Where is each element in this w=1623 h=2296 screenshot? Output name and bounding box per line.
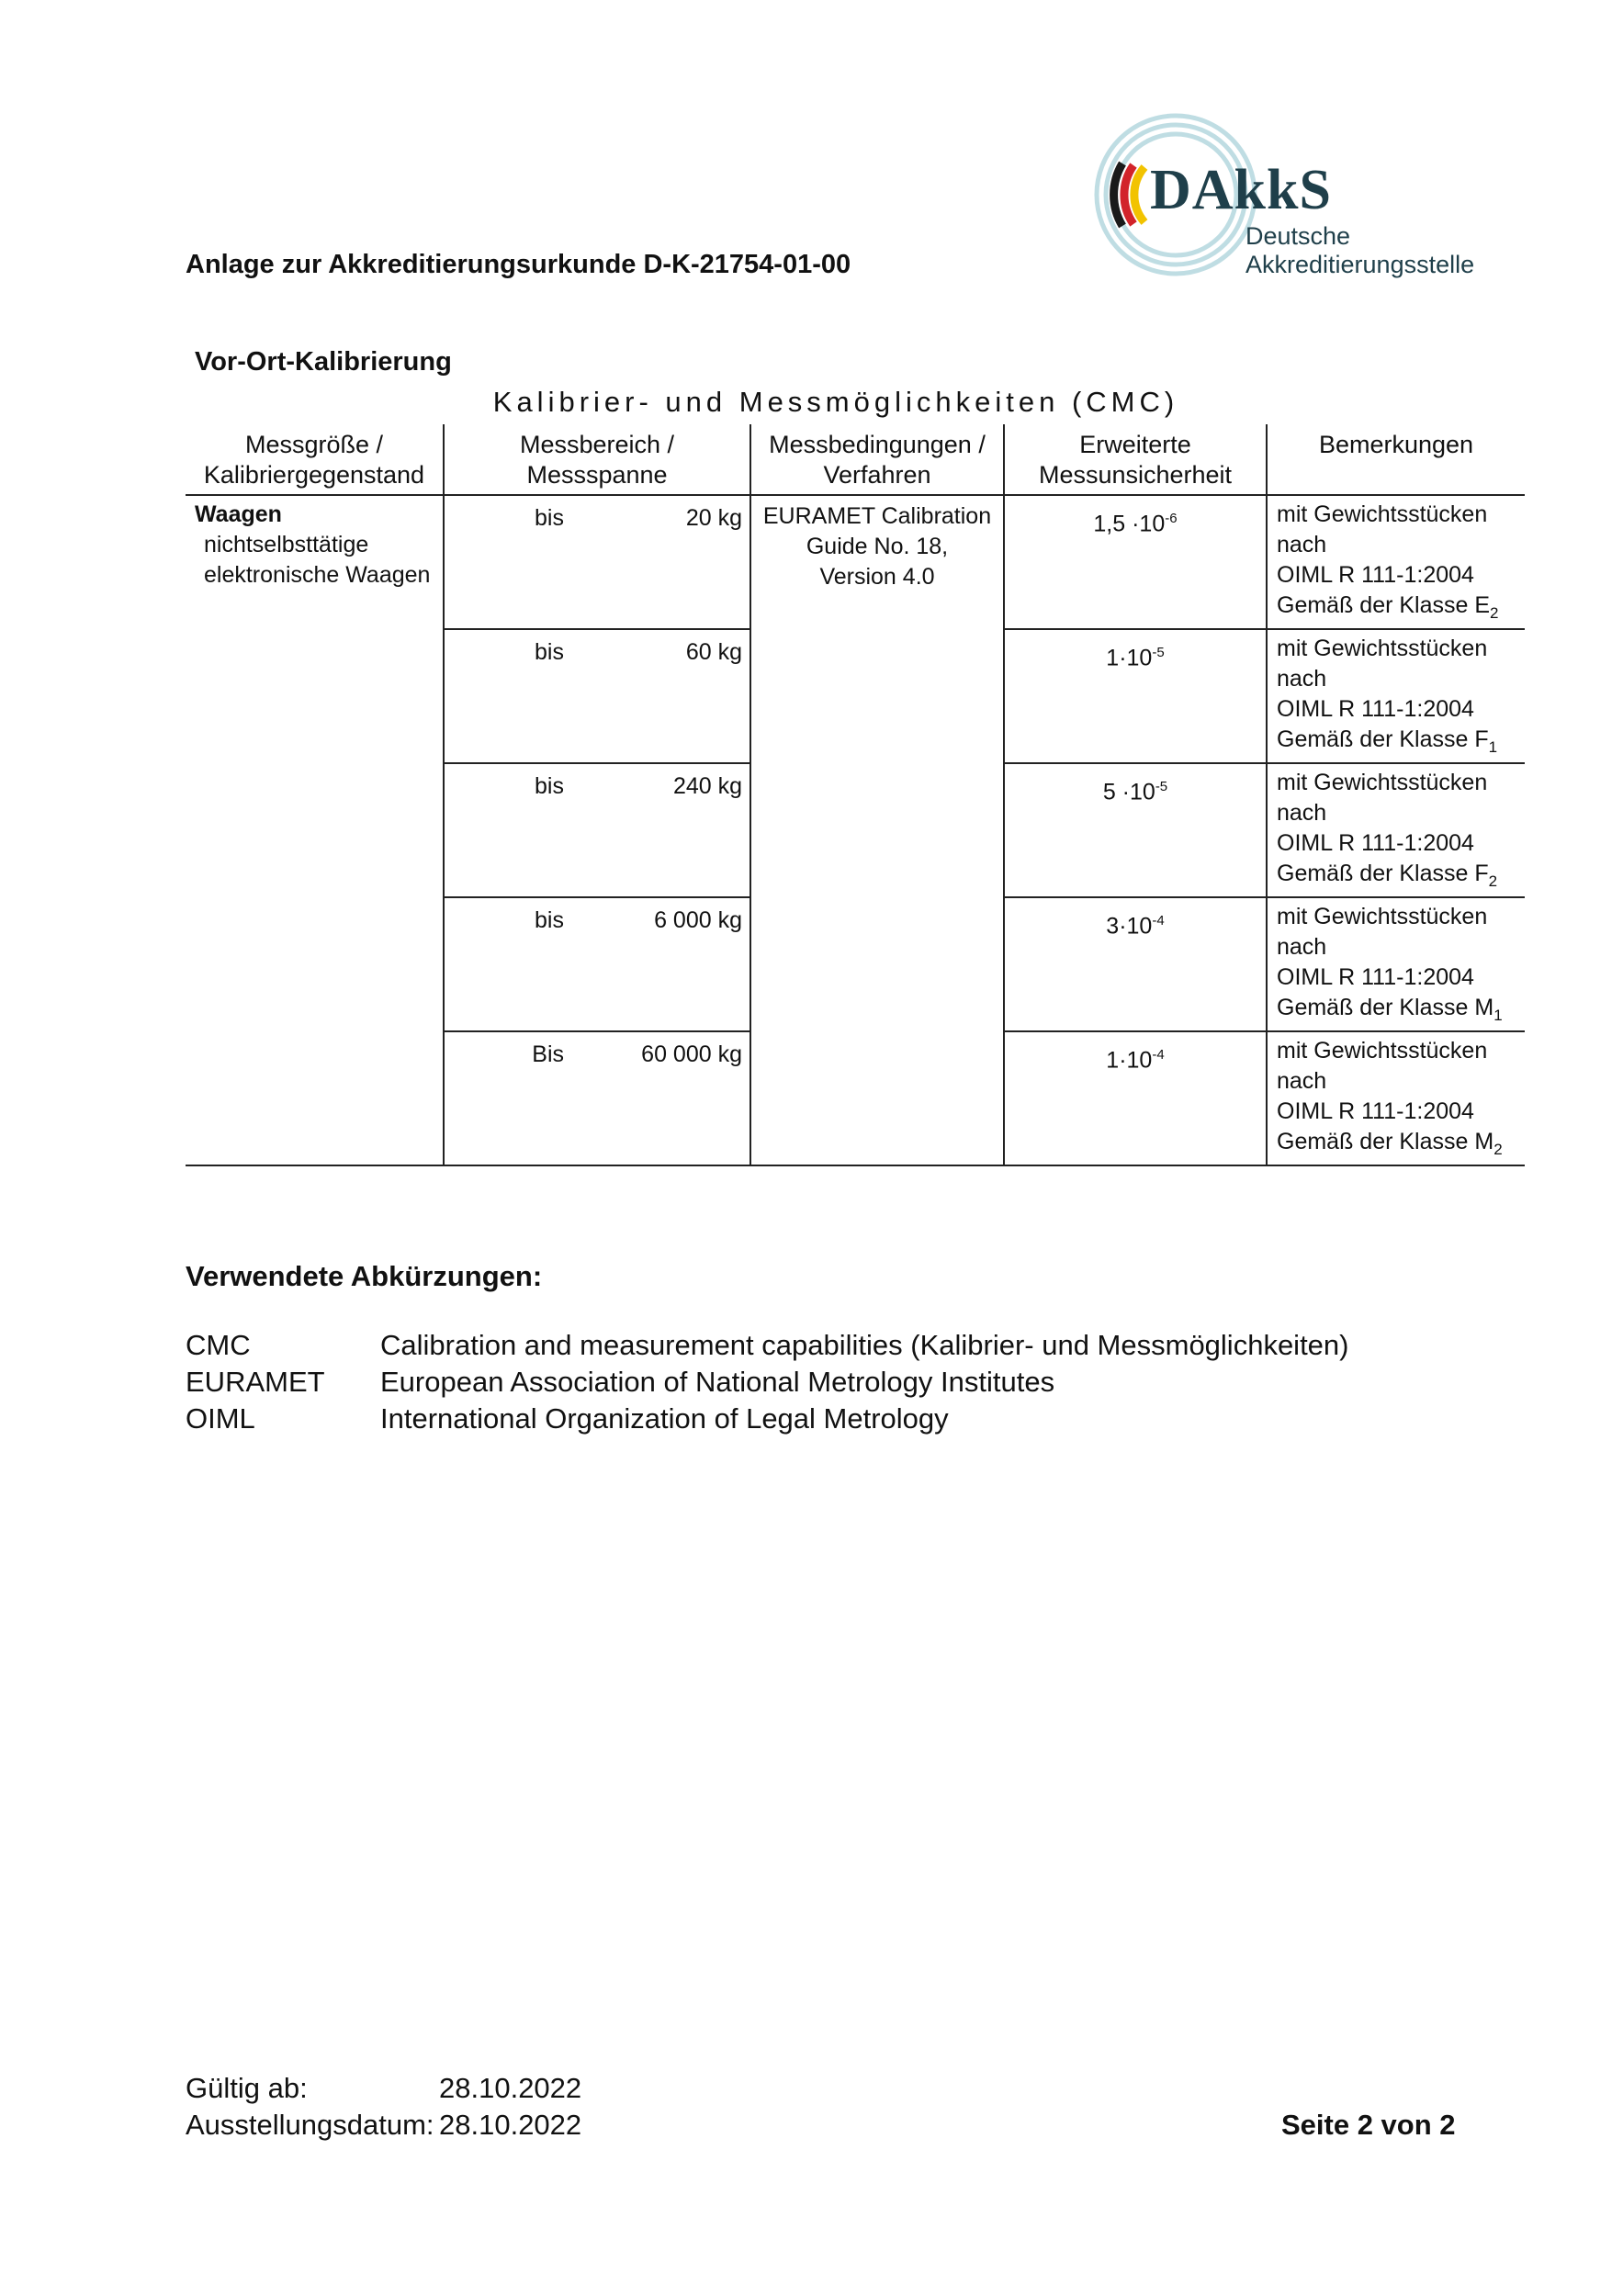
footer-valid — [186, 2072, 581, 2105]
abbreviation-item — [186, 1402, 949, 1435]
logo-line1: Deutsche — [1245, 222, 1351, 250]
remarks-cell: mit Gewichtsstücken nach OIML R 111-1:2004 Gemäß der Klasse $M_1$ — [1267, 897, 1525, 1031]
abbreviations-title: Verwendete Abkürzungen: — [186, 1260, 543, 1292]
measurand-line2: elektronische Waagen — [204, 562, 431, 588]
procedure-cell: EURAMET Calibration Guide No. 18, Version 4.0 — [750, 495, 1004, 1165]
issue-date: 28.10.2022 — [439, 2109, 582, 2141]
abbreviation-key: CMC — [186, 1329, 251, 1361]
issue-label: Ausstellungsdatum: — [186, 2109, 434, 2141]
abbreviation-value: Calibration and measurement capabilities (Kalibrier- und Messmöglichkeiten) — [380, 1329, 1349, 1361]
measurand-cell — [186, 495, 444, 1165]
page-number: Seite 2 von 2 — [1281, 2109, 1456, 2141]
header-procedure: Messbedingungen / Verfahren — [750, 424, 1004, 495]
remarks-cell: mit Gewichtsstücken nach OIML R 111-1:2004 Gemäß der Klasse $M_2$ — [1267, 1031, 1525, 1165]
remarks-cell: mit Gewichtsstücken nach OIML R 111-1:2004 Gemäß der Klasse $F_2$ — [1267, 763, 1525, 897]
footer-issued — [186, 2109, 581, 2142]
remarks-cell: mit Gewichtsstücken nach OIML R 111-1:2004 Gemäß der Klasse $F_1$ — [1267, 629, 1525, 763]
abbreviation-item — [186, 1366, 1054, 1399]
uncertainty-cell: $1,5 \cdot 10^{-6}$ — [1004, 495, 1267, 629]
range-cell: Bis 60 000 kg — [532, 1041, 742, 1067]
abbreviation-item — [186, 1329, 1348, 1362]
uncertainty-cell: $3\cdot 10^{-4}$ — [1004, 897, 1267, 1031]
uncertainty-cell: $1\cdot 10^{-4}$ — [1004, 1031, 1267, 1165]
table-header-row — [186, 424, 1525, 495]
table-row — [186, 495, 1525, 629]
logo-abbr: DAkkS — [1150, 159, 1332, 221]
section-title: Vor-Ort-Kalibrierung — [195, 347, 452, 377]
range-cell: bis 60 kg — [535, 639, 742, 665]
document-title: Anlage zur Akkreditierungsurkunde D-K-21754-01-00 — [186, 250, 851, 279]
abbreviation-value: European Association of National Metrology Institutes — [380, 1366, 1055, 1398]
header-measurand: Messgröße / Kalibriergegenstand — [186, 424, 444, 495]
dakks-logo — [1084, 108, 1506, 283]
header-uncertainty: Erweiterte Messunsicherheit — [1004, 424, 1267, 495]
valid-date: 28.10.2022 — [439, 2072, 582, 2104]
uncertainty-cell: $1\cdot 10^{-5}$ — [1004, 629, 1267, 763]
abbreviation-key: OIML — [186, 1402, 255, 1435]
abbreviation-value: International Organization of Legal Metrology — [380, 1402, 949, 1435]
header-remarks: Bemerkungen — [1267, 424, 1525, 495]
header-range: Messbereich / Messspanne — [444, 424, 750, 495]
range-cell: bis 6 000 kg — [535, 907, 742, 933]
measurand-name: Waagen — [195, 501, 282, 527]
abbreviation-key: EURAMET — [186, 1366, 325, 1398]
cmc-table — [186, 424, 1525, 1166]
valid-label: Gültig ab: — [186, 2072, 308, 2104]
measurand-line1: nichtselbsttätige — [204, 532, 369, 557]
remarks-cell: mit Gewichtsstücken nach OIML R 111-1:2004 Gemäß der Klasse $E_2$ — [1267, 495, 1525, 629]
table-caption: Kalibrier- und Messmöglichkeiten (CMC) — [492, 386, 1179, 418]
range-cell: bis 20 kg — [535, 505, 742, 531]
uncertainty-cell: $5 \cdot 10^{-5}$ — [1004, 763, 1267, 897]
range-cell: bis 240 kg — [535, 773, 742, 799]
logo-line2: Akkreditierungsstelle — [1245, 251, 1475, 278]
